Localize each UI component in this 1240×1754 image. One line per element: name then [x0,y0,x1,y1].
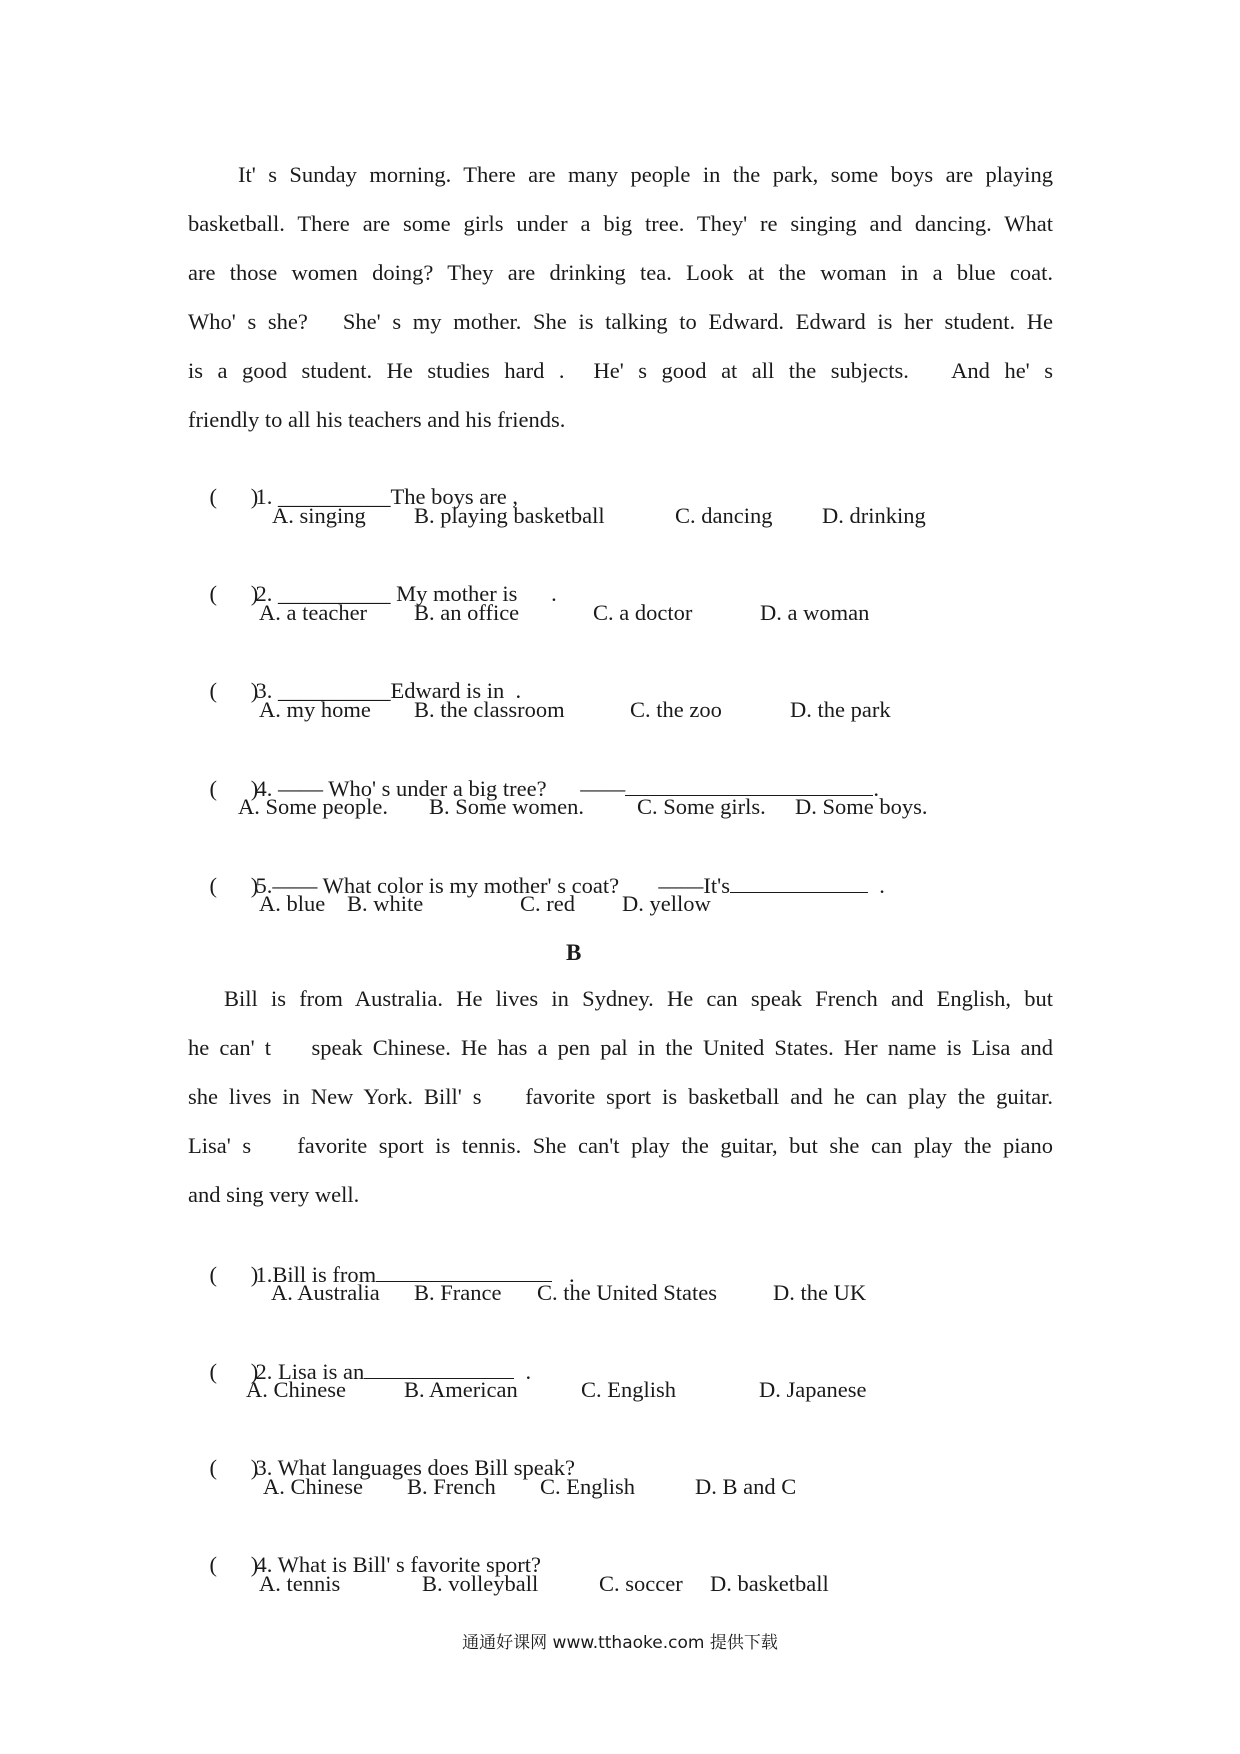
answer-paren[interactable]: ( ) [209,776,259,801]
section-heading: B [566,940,582,965]
option[interactable]: D. the park [790,697,891,722]
option[interactable]: A. Some people. [238,794,388,819]
option[interactable]: D. Some boys. [795,794,928,819]
option[interactable]: B. France [414,1280,502,1305]
option[interactable]: D. Japanese [759,1377,867,1402]
option[interactable]: D. yellow [622,891,711,916]
option[interactable]: D. basketball [710,1571,829,1596]
passage-line: Who' s she? She' s my mother. She is talking to Edward. Edward is her student. He [188,309,1053,334]
passage-a [188,150,1053,444]
passage-line: he can' t speak Chinese. He has a pen pal in the United States. Her name is Lisa and [188,1035,1053,1060]
option[interactable]: B. volleyball [422,1571,539,1596]
option[interactable]: B. an office [414,600,520,625]
option[interactable]: C. a doctor [593,600,693,625]
option[interactable]: A. singing [272,503,366,528]
option[interactable]: A. a teacher [259,600,368,625]
page-footer: 通通好课网 www.tthaoke.com 提供下载 [462,1633,778,1653]
question-text: 5.—— What color is my mother' s coat? ——It's [255,873,730,898]
option[interactable]: C. the zoo [630,697,722,722]
option[interactable]: C. English [540,1474,636,1499]
option[interactable]: D. the UK [773,1280,867,1305]
answer-paren[interactable]: ( ) [209,581,259,606]
question-text-end: . [514,1359,532,1384]
answer-paren[interactable]: ( ) [209,484,259,509]
question-text: 3. __________Edward is in . [255,678,522,703]
option[interactable]: C. the United States [537,1280,717,1305]
option[interactable]: A. my home [259,697,371,722]
answer-paren[interactable]: ( ) [209,1359,259,1384]
passage-b [188,974,1053,1219]
option[interactable]: A. Chinese [263,1474,363,1499]
question-text: 4. What is Bill' s favorite sport? [255,1552,541,1577]
question-b1 [187,1229,575,1320]
question-text: 3. What languages does Bill speak? [255,1455,576,1480]
answer-paren[interactable]: ( ) [209,873,259,898]
option[interactable]: B. playing basketball [414,503,605,528]
passage-line: is a good student. He studies hard . He' s good at all the subjects. And he' s [188,358,1053,383]
question-text: 1.Bill is from [255,1262,377,1287]
option[interactable]: B. white [347,891,424,916]
question-b3 [187,1423,575,1513]
passage-line: Lisa' s favorite sport is tennis. She can't play the guitar, but she can play the piano [188,1133,1053,1158]
option[interactable]: B. the classroom [414,697,565,722]
option[interactable]: A. blue [259,891,326,916]
answer-paren[interactable]: ( ) [209,1552,259,1577]
option[interactable]: C. soccer [599,1571,683,1596]
option[interactable]: C. English [581,1377,677,1402]
option[interactable]: B. French [407,1474,496,1499]
option[interactable]: D. B and C [695,1474,797,1499]
passage-line: Bill is from Australia. He lives in Sydney. He can speak French and English, but [224,986,1053,1011]
answer-paren[interactable]: ( ) [209,1455,259,1480]
passage-line: she lives in New York. Bill' s favorite sport is basketball and he can play the guitar. [188,1084,1053,1109]
question-text: 4. —— Who' s under a big tree? —— [255,776,626,801]
question-text-end: . [868,873,885,898]
option[interactable]: D. a woman [760,600,870,625]
passage-line: are those women doing? They are drinking tea. Look at the woman in a blue coat. [188,260,1053,285]
passage-line: friendly to all his teachers and his friends. [188,407,566,432]
answer-paren[interactable]: ( ) [209,678,259,703]
option[interactable]: B. American [404,1377,518,1402]
question-text-end: . [552,1262,575,1287]
option[interactable]: D. drinking [822,503,926,528]
option[interactable]: B. Some women. [429,794,584,819]
question-text: 2. Lisa is an [255,1359,365,1384]
question-text-end: . [873,776,879,801]
option[interactable]: A. tennis [259,1571,341,1596]
option[interactable]: C. dancing [675,503,773,528]
option[interactable]: C. red [520,891,575,916]
option[interactable]: C. Some girls. [637,794,766,819]
passage-line: basketball. There are some girls under a big tree. They' re singing and dancing. What [188,211,1053,236]
option[interactable]: A. Chinese [246,1377,346,1402]
answer-paren[interactable]: ( ) [209,1262,259,1287]
passage-line: and sing very well. [188,1182,360,1207]
question-text: 1. __________The boys are , [255,484,518,509]
option[interactable]: A. Australia [271,1280,380,1305]
question-text: 2. __________ My mother is . [255,581,557,606]
passage-line: It' s Sunday morning. There are many people in the park, some boys are playing [238,162,1053,187]
answer-blank[interactable] [730,870,868,893]
